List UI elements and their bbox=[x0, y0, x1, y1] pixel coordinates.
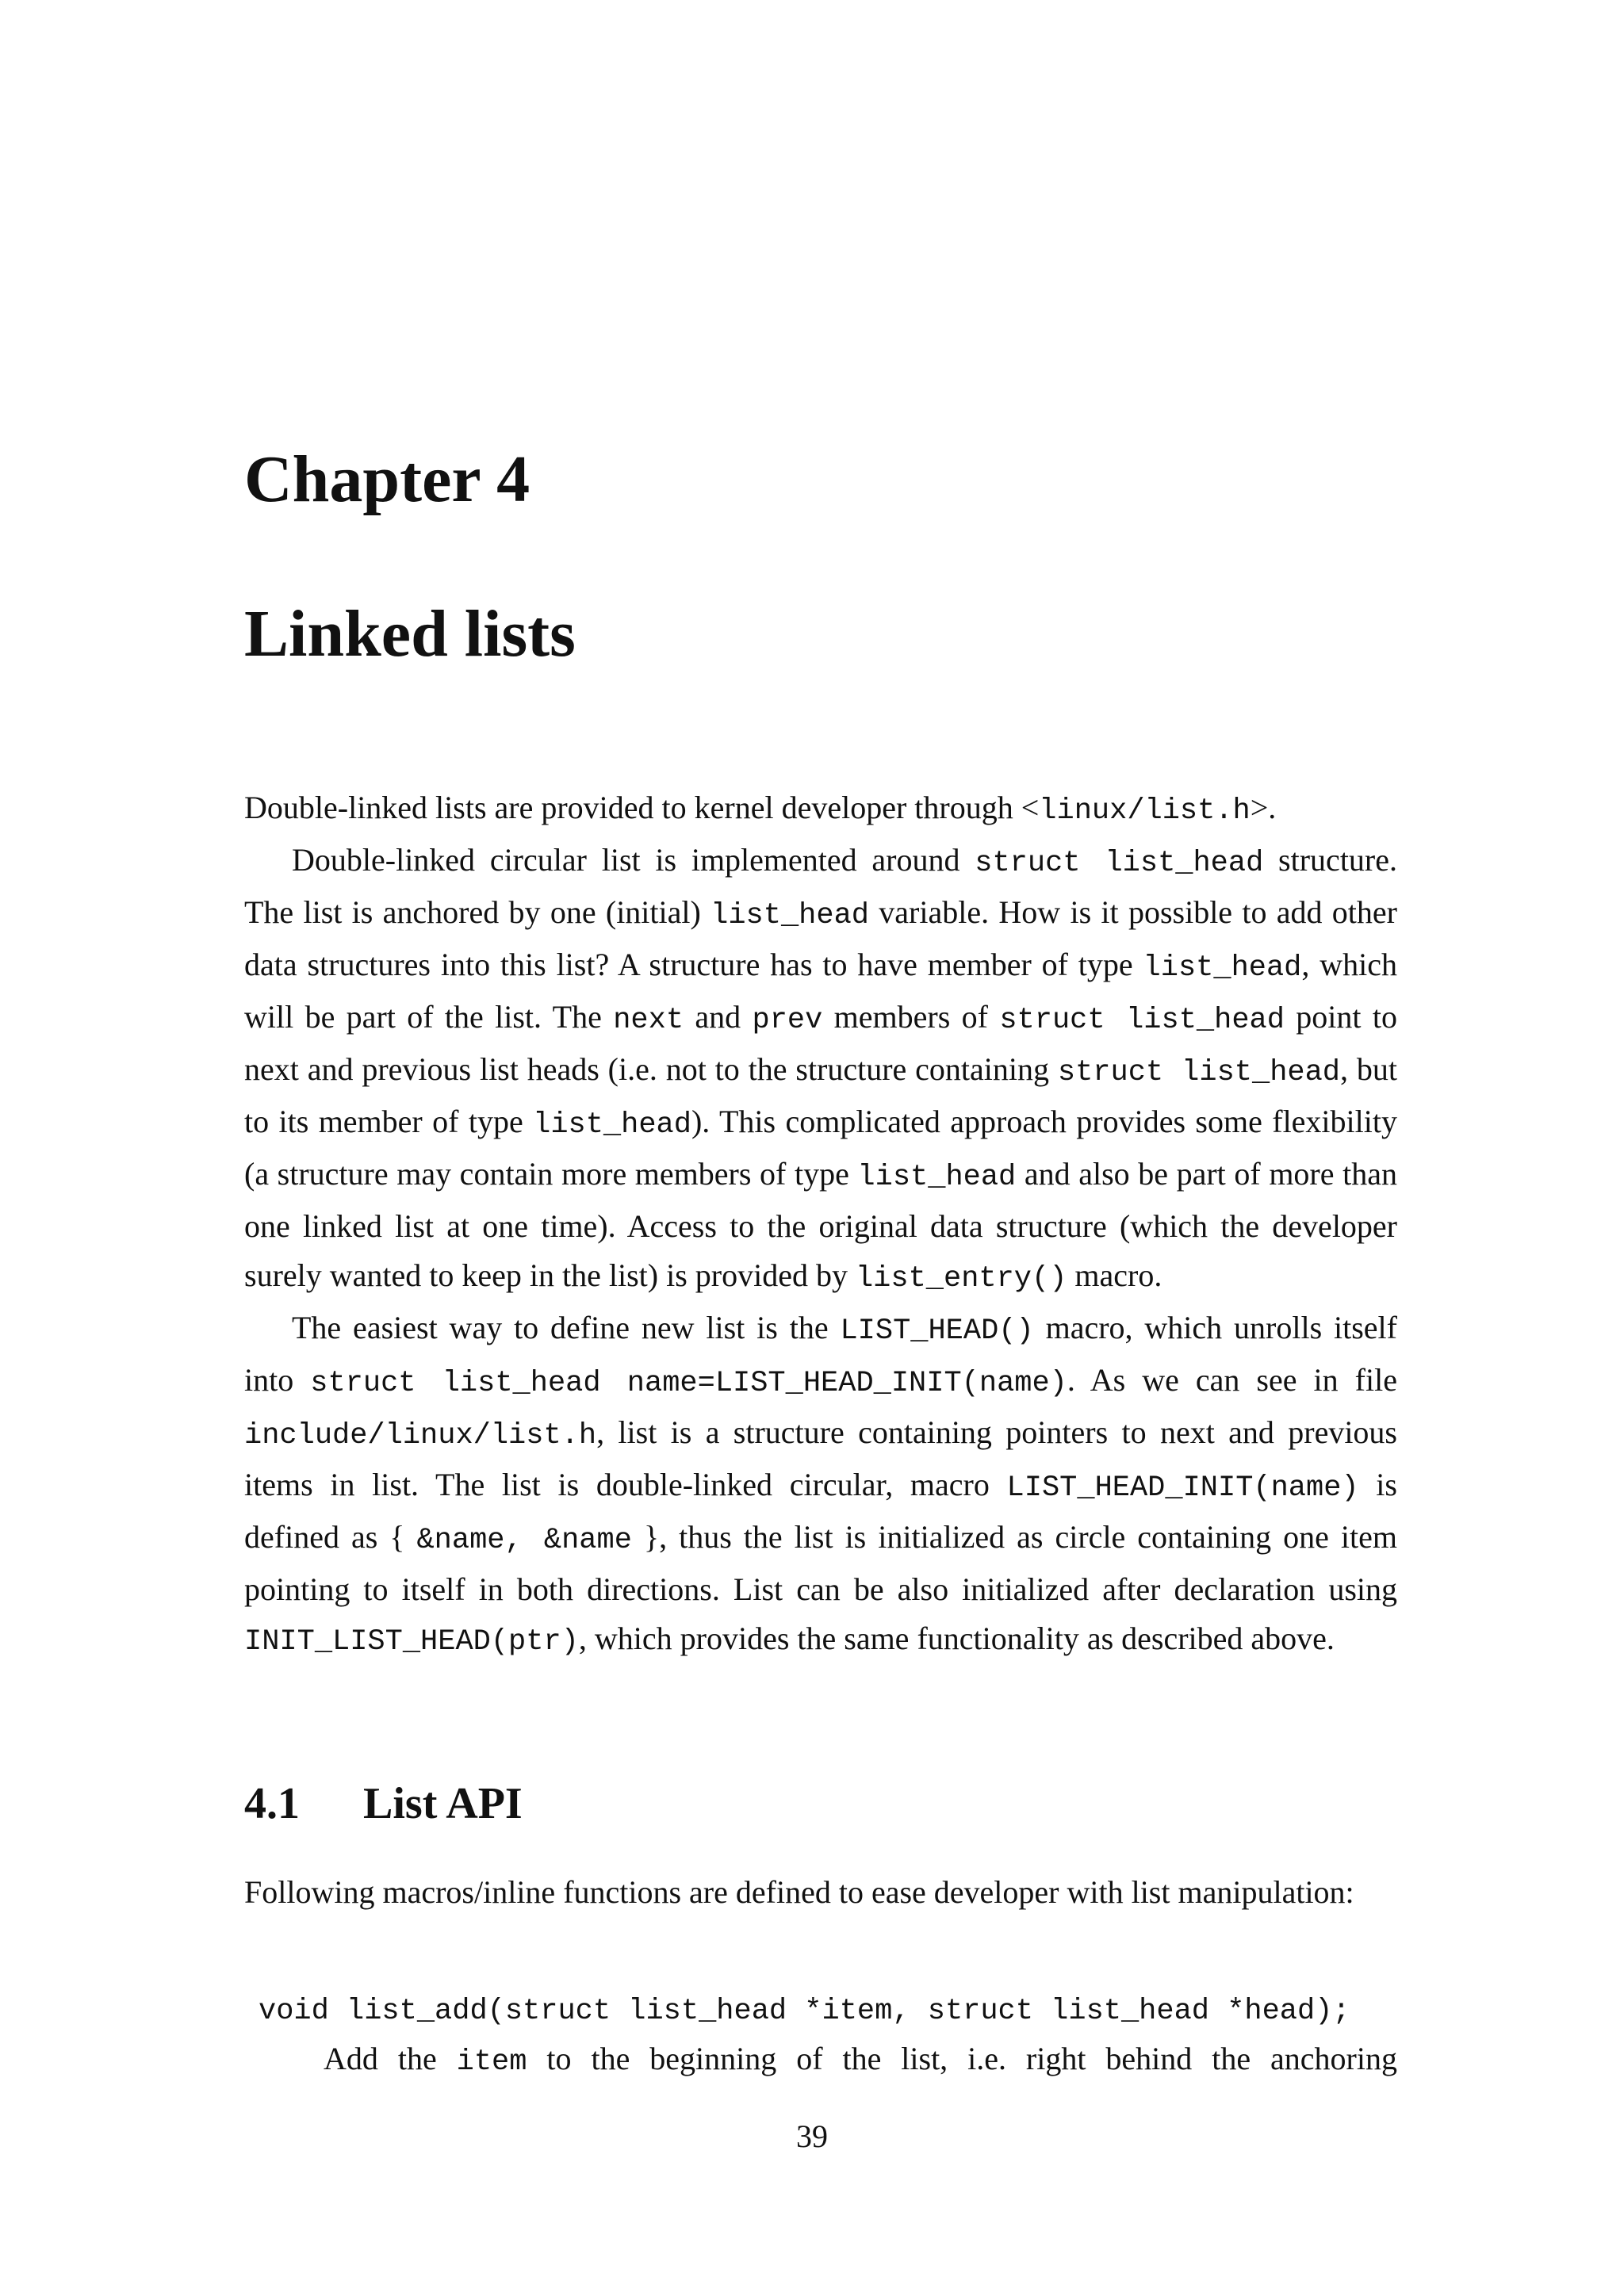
code-span: struct list_head name=LIST_HEAD_INIT(name) bbox=[310, 1367, 1067, 1400]
code-span: list_entry() bbox=[855, 1262, 1067, 1295]
section-intro-paragraph: Following macros/inline functions are defined to ease developer with list manipulation: bbox=[244, 1874, 1354, 1910]
api-signature: void list_add(struct list_head *item, struct list_head *head); bbox=[259, 1995, 1350, 2028]
code-span: list_head bbox=[857, 1161, 1017, 1194]
chapter-label: Chapter 4 bbox=[244, 442, 530, 516]
code-span: LIST_HEAD() bbox=[840, 1314, 1034, 1348]
page-number: 39 bbox=[796, 2118, 828, 2154]
section-intro bbox=[244, 1868, 1397, 1917]
code-span: prev bbox=[752, 1004, 823, 1037]
intro-paragraph-1: Double-linked lists are provided to kernel developer through <linux/list.h>. bbox=[244, 790, 1277, 828]
code-span: linux/list.h bbox=[1039, 794, 1251, 828]
code-span: INIT_LIST_HEAD(ptr) bbox=[244, 1625, 579, 1659]
code-span: struct list_head bbox=[999, 1004, 1285, 1037]
api-description: Add the item to the beginning of the list, i.e. right behind the anchoring bbox=[324, 2041, 1397, 2079]
code-span: item bbox=[456, 2045, 527, 2079]
chapter-title: Linked lists bbox=[244, 597, 576, 671]
code-span: include/linux/list.h bbox=[244, 1419, 597, 1452]
intro-paragraph-2: Double-linked circular list is implemented around struct list_head structure. The list is anchored by one (initial) list_head variable. How is it possible to add other data structures into this list? A structure has to have member of type list_head, which will be part of the list. The next and prev members of struct list_head point to next and previous list heads (i.e. not to the structure containing struct list_head, but to its member of type list_head). This complicated approach provides some flexibility (a structure may contain more members of type list_head and also be part of more than one linked list at one time). Access to the original data structure (which the developer surely wanted to keep in the list) is provided by list_entry() macro. bbox=[244, 842, 1398, 1295]
intro-paragraph-3: The easiest way to define new list is the LIST_HEAD() macro, which unrolls itself into struct list_head name=LIST_HEAD_INIT(name). As we can see in file include/linux/list.h, list is a structure containing pointers to next and previous items in list. The list is double-linked circular, macro LIST_HEAD_INIT(name) is defined as { &name, &name }, thus the list is initialized as circle containing one item pointing to itself in both directions. List can be also initialized after declaration using INIT_LIST_HEAD(ptr), which provides the same functionality as described above. bbox=[244, 1310, 1397, 1659]
code-span: struct list_head bbox=[975, 847, 1264, 880]
code-span: list_head bbox=[533, 1108, 691, 1142]
code-span: &name, &name bbox=[416, 1524, 632, 1557]
code-span: list_head bbox=[1143, 951, 1302, 985]
section-title: List API bbox=[363, 1779, 523, 1828]
code-span: next bbox=[613, 1004, 684, 1037]
code-span: struct list_head bbox=[1057, 1056, 1341, 1089]
section-heading bbox=[244, 1776, 523, 1831]
section-number: 4.1 bbox=[244, 1779, 300, 1828]
code-span: LIST_HEAD_INIT(name) bbox=[1006, 1471, 1359, 1505]
chapter-intro bbox=[244, 783, 1397, 1667]
code-span: list_head bbox=[710, 899, 869, 932]
